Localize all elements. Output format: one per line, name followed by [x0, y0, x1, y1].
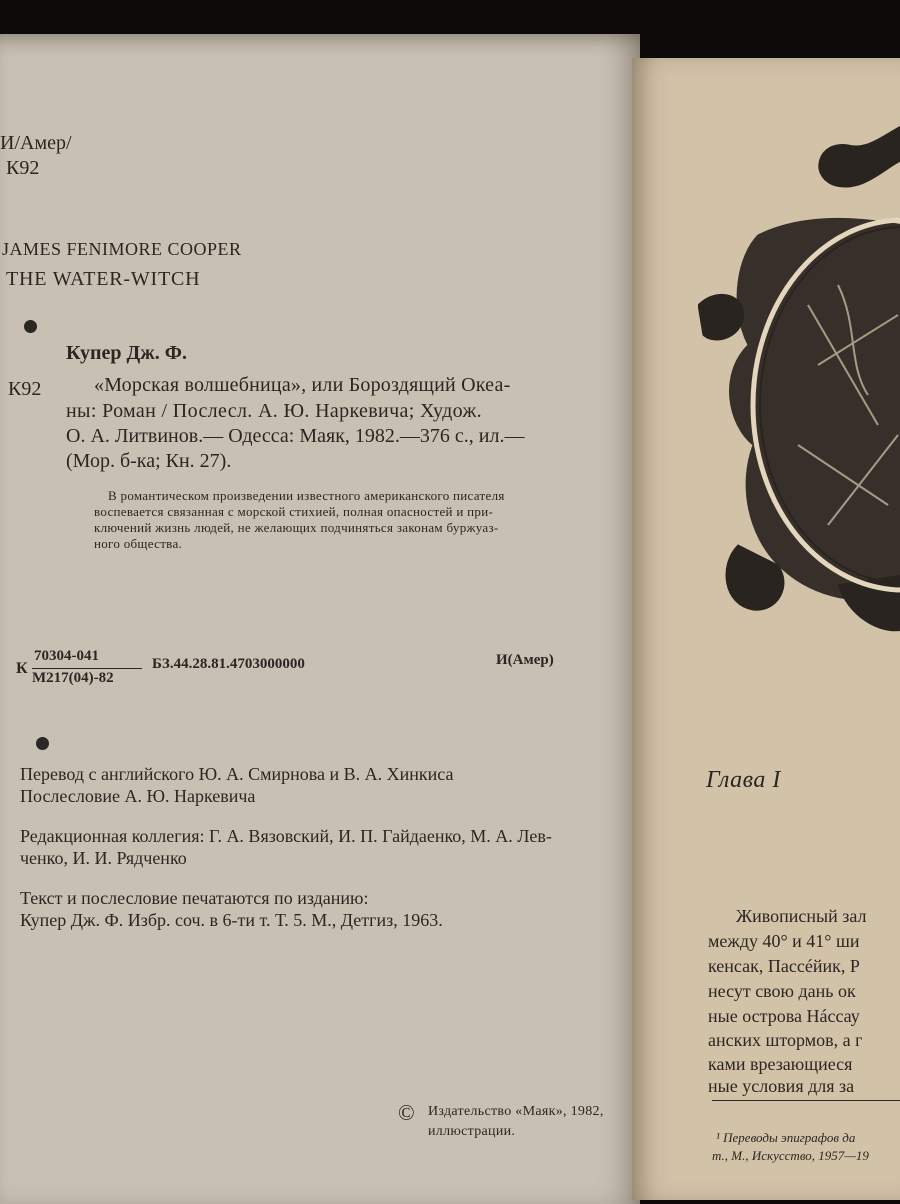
bullet-dot-1: [24, 320, 37, 333]
body-line-7: ками врезающиеся: [708, 1054, 853, 1074]
catalog-line-4: (Мор. б-ка; Кн. 27).: [66, 450, 232, 472]
chapter-ornament-illustration: [698, 105, 900, 645]
class-code-line-2: К92: [6, 157, 40, 179]
body-line-4: несут свою дань ок: [708, 981, 856, 1001]
body-line-8: ные условия для за: [708, 1076, 855, 1096]
annotation-line-2: воспевается связанная с морской стихией, полная опасностей и при-: [94, 504, 494, 519]
source-line-1: Текст и послесловие печатаются по изданию:: [20, 888, 369, 908]
copyright-line-1: Издательство «Маяк», 1982,: [428, 1104, 604, 1119]
annotation-line-4: ного общества.: [94, 536, 183, 551]
footnote-line-2: т., М., Искусство, 1957—19: [712, 1148, 869, 1163]
translation-credit: Перевод с английского Ю. А. Смирнова и В. А. Хинкиса: [20, 764, 454, 784]
body-line-6: анских штормов, а г: [708, 1030, 863, 1050]
body-line-1: Живописный зал: [736, 906, 867, 926]
catalog-line-3: О. А. Литвинов.— Одесса: Маяк, 1982.—376 с., ил.—: [66, 425, 525, 447]
catalog-line-2: ны: Роман / Послесл. А. Ю. Наркевича; Худож.: [66, 400, 483, 422]
afterword-credit: Послесловие А. Ю. Наркевича: [20, 786, 256, 806]
index-letter: К: [16, 660, 28, 677]
bullet-dot-2: [36, 737, 49, 750]
left-page: [0, 34, 640, 1204]
original-author: JAMES FENIMORE COOPER: [2, 239, 242, 259]
bz-code: БЗ.44.28.81.4703000000: [152, 656, 305, 672]
catalog-line-1: «Морская волшебница», или Бороздящий Океа-: [94, 374, 511, 396]
footnote-line-1: ¹ Переводы эпиграфов да: [716, 1130, 856, 1145]
editorial-line-1: Редакционная коллегия: Г. А. Вязовский, И. П. Гайдаенко, М. А. Лев-: [20, 826, 552, 846]
editorial-line-2: ченко, И. И. Рядченко: [20, 848, 187, 868]
chapter-heading: Глава I: [706, 767, 781, 793]
copyright-line-2: иллюстрации.: [428, 1124, 516, 1139]
classification-code: И(Амер): [496, 652, 554, 668]
body-line-2: между 40° и 41° ши: [708, 931, 860, 951]
source-line-2: Купер Дж. Ф. Избр. соч. в 6-ти т. Т. 5. М., Детгиз, 1963.: [20, 910, 443, 930]
original-title: THE WATER-WITCH: [6, 268, 201, 290]
index-numerator: 70304-041: [34, 648, 99, 664]
footnote-divider: [712, 1100, 900, 1101]
class-code-line-1: И/Амер/: [0, 132, 72, 154]
body-line-5: ные острова Нáссау: [708, 1006, 860, 1026]
index-denominator: М217(04)-82: [32, 670, 114, 686]
fraction-line: [32, 668, 142, 669]
annotation-line-3: ключений жизнь людей, не желающих подчиняться законам буржуаз-: [94, 520, 499, 535]
catalog-author-heading: Купер Дж. Ф.: [66, 342, 187, 364]
body-line-3: кенсак, Пассéйик, Р: [708, 956, 860, 976]
annotation-line-1: В романтическом произведении известного американского писателя: [108, 488, 505, 503]
catalog-code: К92: [8, 378, 42, 400]
copyright-symbol: ©: [398, 1100, 415, 1125]
